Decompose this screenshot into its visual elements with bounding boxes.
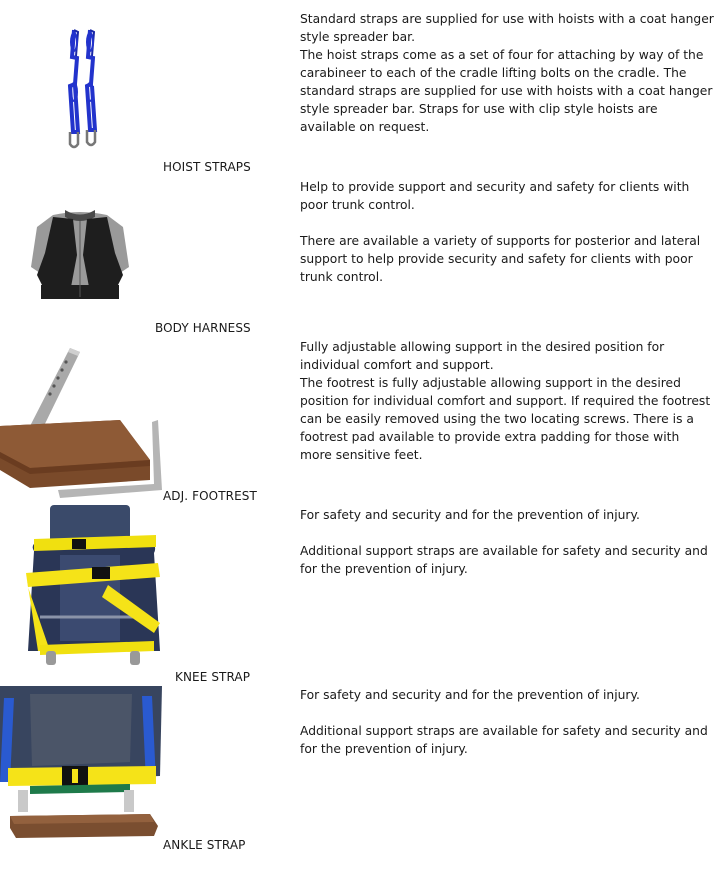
body-harness-photo-icon <box>25 205 135 300</box>
product-caption: ADJ. FOOTREST <box>163 489 257 503</box>
product-detail: Additional support straps are available for safety and security and for the prevention of injury. <box>300 724 708 756</box>
product-summary: For safety and security and for the prevention of injury. <box>300 508 640 522</box>
ankle-strap-image <box>0 686 165 842</box>
product-caption: HOIST STRAPS <box>163 160 251 174</box>
hoist-straps-image <box>50 22 110 158</box>
product-caption: KNEE STRAP <box>175 670 251 684</box>
knee-strap-photo-icon <box>20 505 170 673</box>
footrest-photo-icon <box>0 340 165 500</box>
product-description <box>300 686 714 758</box>
product-detail: The hoist straps come as a set of four for attaching by way of the carabineer to each of the cradle lifting bolts on the cradle. The standard straps are supplied for use with hoists with a coat hanger style spreader bar. Straps for use with clip style hoists are available on request. <box>300 48 713 134</box>
product-summary: For safety and security and for the prevention of injury. <box>300 688 640 702</box>
hoist-straps-photo-icon <box>50 22 110 158</box>
product-detail: The footrest is fully adjustable allowing support in the desired position for individual comfort and support. If required the footrest can be easily removed using the two locating screws. There is a footrest pad available to provide extra padding for those with more sensitive feet. <box>300 376 711 462</box>
product-detail: Additional support straps are available for safety and security and for the prevention of injury. <box>300 544 708 576</box>
product-caption: BODY HARNESS <box>155 321 251 335</box>
product-summary: Fully adjustable allowing support in the desired position for individual comfort and support. <box>300 340 665 372</box>
product-caption: ANKLE STRAP <box>163 838 246 852</box>
body-harness-image <box>25 205 135 300</box>
product-description <box>300 338 714 464</box>
ankle-strap-photo-icon <box>0 686 165 842</box>
knee-strap-image <box>20 505 170 673</box>
product-summary: Help to provide support and security and safety for clients with poor trunk control. <box>300 180 690 212</box>
product-detail: There are available a variety of supports for posterior and lateral support to help provide security and safety for clients with poor trunk control. <box>300 234 701 284</box>
footrest-image <box>0 340 165 500</box>
product-summary: Standard straps are supplied for use with hoists with a coat hanger style spreader bar. <box>300 12 714 44</box>
product-description <box>300 178 714 286</box>
product-description <box>300 506 714 578</box>
product-description <box>300 10 714 136</box>
